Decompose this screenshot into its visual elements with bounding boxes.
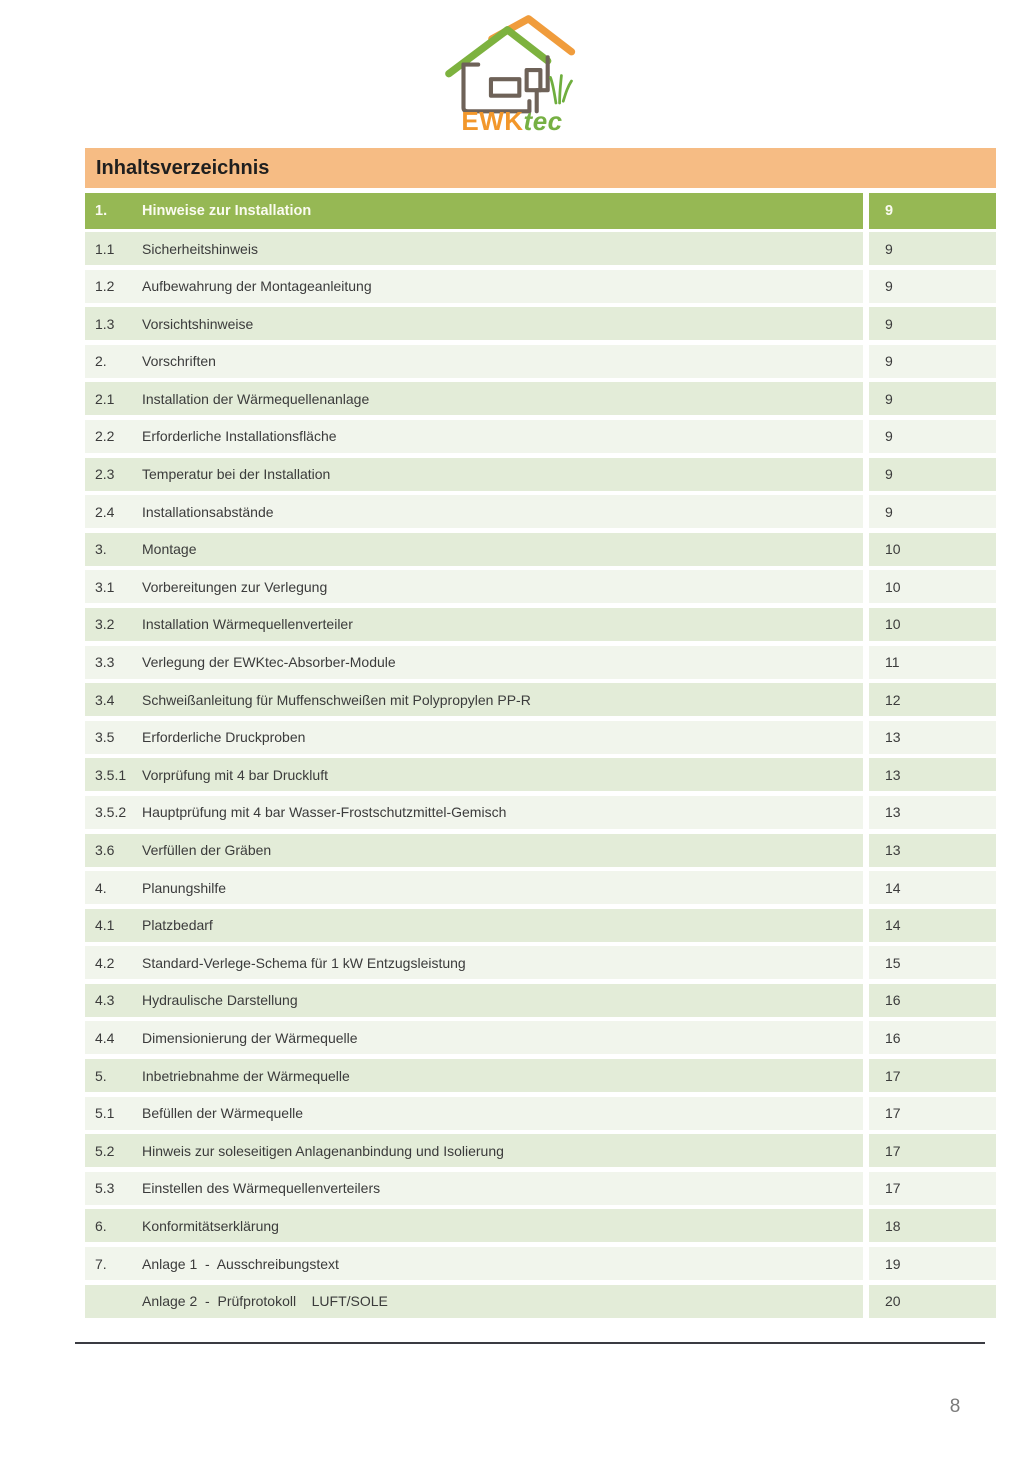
- toc-row-main-cell: [85, 834, 863, 867]
- toc-row-title: Sicherheitshinweis: [142, 240, 258, 257]
- toc-row-number: 2.1: [95, 390, 115, 407]
- toc-row-page-cell: [869, 871, 996, 904]
- toc-row-title: Montage: [142, 541, 197, 558]
- table-of-contents: [85, 148, 996, 1322]
- toc-row-page-cell: [869, 646, 996, 679]
- toc-row-page-cell: [869, 1172, 996, 1205]
- toc-row-main-cell: [85, 1247, 863, 1280]
- toc-row-page-cell: [869, 683, 996, 716]
- toc-title-bar: [85, 148, 996, 188]
- toc-row-title: Einstellen des Wärmequellenverteilers: [142, 1180, 381, 1197]
- toc-row-title: Installation der Wärmequellenanlage: [142, 390, 370, 407]
- toc-row-page: 16: [885, 1029, 901, 1046]
- toc-row: [85, 796, 996, 829]
- toc-row: [85, 420, 996, 453]
- toc-row-title: Vorbereitungen zur Verlegung: [142, 578, 328, 595]
- toc-row-page: 13: [885, 804, 901, 821]
- toc-section-row: [85, 193, 996, 229]
- toc-row-page-cell: [869, 608, 996, 641]
- toc-row: [85, 608, 996, 641]
- toc-row-page-cell: [869, 533, 996, 566]
- toc-row-page: 10: [885, 578, 901, 595]
- company-logo: [427, 6, 597, 134]
- toc-row-number: 4.3: [95, 992, 115, 1009]
- toc-row: [85, 758, 996, 791]
- toc-row: [85, 646, 996, 679]
- toc-row: [85, 683, 996, 716]
- toc-row: [85, 533, 996, 566]
- toc-row-number: 2.4: [95, 503, 115, 520]
- toc-row-page: 14: [885, 917, 901, 934]
- grass-icon: [550, 76, 571, 103]
- toc-row-page: 13: [885, 766, 901, 783]
- house-icon: [432, 6, 592, 114]
- toc-row-number: 3.5.2: [95, 804, 127, 821]
- toc-row-title: Vorschriften: [142, 353, 216, 370]
- toc-row-title: Dimensionierung der Wärmequelle: [142, 1029, 358, 1046]
- toc-row: [85, 984, 996, 1017]
- toc-row-number: 2.2: [95, 428, 115, 445]
- toc-row-title: Hinweise zur Installation: [142, 203, 312, 219]
- toc-row-number: 3.: [95, 541, 107, 558]
- toc-row-title: Vorsichtshinweise: [142, 315, 254, 332]
- toc-row-number: 3.5.1: [95, 766, 127, 783]
- toc-row-number: 3.6: [95, 842, 115, 858]
- toc-row-main-cell: [85, 946, 863, 979]
- toc-row-number: 3.5: [95, 729, 115, 746]
- toc-row-title: Hydraulische Darstellung: [142, 992, 298, 1009]
- toc-row-main-cell: [85, 1285, 863, 1318]
- toc-row-number: 1.: [95, 203, 108, 219]
- toc-row-title: Vorprüfung mit 4 bar Druckluft: [142, 766, 328, 783]
- toc-row-main-cell: [85, 270, 863, 303]
- house-body-icon: [463, 57, 547, 111]
- toc-row-page-cell: [869, 984, 996, 1017]
- toc-row-page-cell: [869, 1209, 996, 1242]
- toc-row-title: Hinweis zur soleseitigen Anlagenanbindung und Isolierung: [142, 1142, 504, 1159]
- toc-row-page: 17: [885, 1180, 901, 1197]
- toc-row-page-cell: [869, 420, 996, 453]
- toc-row-main-cell: [85, 570, 863, 603]
- toc-row-page-cell: [869, 909, 996, 942]
- toc-row-main-cell: [85, 307, 863, 340]
- toc-row-title: Verlegung der EWKtec-Absorber-Module: [142, 654, 396, 671]
- toc-row-number: 1.1: [95, 240, 115, 257]
- toc-row: [85, 1134, 996, 1167]
- toc-row-main-cell: [85, 871, 863, 904]
- toc-title: Inhaltsverzeichnis: [96, 157, 270, 179]
- toc-row-main-cell: [85, 608, 863, 641]
- toc-row-page: 17: [885, 1105, 901, 1122]
- toc-row-page: 14: [885, 879, 901, 896]
- toc-row-page: 9: [885, 390, 893, 407]
- toc-row-title: Inbetriebnahme der Wärmequelle: [142, 1067, 350, 1084]
- toc-row-number: 3.2: [95, 616, 115, 633]
- toc-row-page: 19: [885, 1255, 901, 1272]
- toc-row-page: 16: [885, 992, 901, 1009]
- brand-name: [427, 108, 597, 134]
- toc-row-page-cell: [869, 1134, 996, 1167]
- toc-row-page-cell: [869, 232, 996, 265]
- toc-row-page: 12: [885, 691, 901, 708]
- toc-row-title: Installation Wärmequellenverteiler: [142, 616, 353, 633]
- toc-row-main-cell: [85, 420, 863, 453]
- toc-row: [85, 232, 996, 265]
- toc-row-main-cell: [85, 683, 863, 716]
- toc-row-main-cell: [85, 646, 863, 679]
- toc-row-number: 3.3: [95, 654, 115, 671]
- toc-row-main-cell: [85, 1209, 863, 1242]
- brand-name-bold: EWK: [461, 106, 524, 136]
- toc-row-page: 9: [885, 203, 894, 219]
- toc-row-page: 9: [885, 503, 893, 520]
- toc-row-page-cell: [869, 495, 996, 528]
- toc-row-number: 4.2: [95, 954, 115, 971]
- toc-row-number: 3.1: [95, 578, 115, 595]
- toc-row-page-cell: [869, 270, 996, 303]
- toc-row-page: 20: [885, 1293, 901, 1310]
- toc-row-page: 9: [885, 353, 893, 370]
- toc-row-main-cell: [85, 984, 863, 1017]
- toc-row-page-cell: [869, 570, 996, 603]
- toc-row-page: 17: [885, 1142, 901, 1159]
- toc-row-main-cell: [85, 721, 863, 754]
- toc-row-title: Konformitätserklärung: [142, 1217, 279, 1234]
- toc-row-number: 2.: [95, 353, 107, 370]
- toc-row-number: 5.3: [95, 1180, 115, 1197]
- toc-row-title: Erforderliche Installationsfläche: [142, 428, 337, 445]
- toc-row-number: 1.2: [95, 278, 115, 295]
- footer-page-number: 8: [949, 1396, 961, 1417]
- toc-row-page-cell: [869, 758, 996, 791]
- toc-row-main-cell: [85, 758, 863, 791]
- toc-row-title: Standard-Verlege-Schema für 1 kW Entzugsleistung: [142, 954, 466, 971]
- toc-section-page-cell: [869, 193, 996, 229]
- toc-row-page-cell: [869, 1247, 996, 1280]
- toc-row: [85, 721, 996, 754]
- toc-row: [85, 570, 996, 603]
- toc-row-page: 9: [885, 240, 893, 257]
- toc-row-page: 9: [885, 315, 893, 332]
- toc-row-title: Erforderliche Druckproben: [142, 729, 306, 746]
- toc-row-number: 5.2: [95, 1142, 115, 1159]
- toc-row-page: 17: [885, 1067, 901, 1084]
- toc-row-title: Temperatur bei der Installation: [142, 466, 331, 483]
- toc-row: [85, 307, 996, 340]
- toc-row-title: Anlage 1 - Ausschreibungstext: [142, 1255, 339, 1272]
- toc-row-page: 11: [885, 654, 900, 671]
- toc-row-main-cell: [85, 1021, 863, 1054]
- toc-row-main-cell: [85, 909, 863, 942]
- toc-row-page: 18: [885, 1217, 901, 1234]
- toc-row-title: Anlage 2 - Prüfprotokoll LUFT/SOLE: [142, 1293, 388, 1310]
- toc-rows: [85, 232, 996, 1318]
- toc-row-number: 5.1: [95, 1105, 115, 1122]
- toc-row-number: 4.4: [95, 1029, 115, 1046]
- toc-row-main-cell: [85, 796, 863, 829]
- toc-row-number: 2.3: [95, 466, 115, 483]
- toc-row: [85, 1247, 996, 1280]
- toc-row-title: Installationsabstände: [142, 503, 274, 520]
- toc-row-page: 10: [885, 616, 901, 633]
- toc-row: [85, 1021, 996, 1054]
- toc-row: [85, 946, 996, 979]
- toc-row-page-cell: [869, 345, 996, 378]
- toc-row: [85, 382, 996, 415]
- toc-row-number: 1.3: [95, 315, 115, 332]
- toc-row: [85, 270, 996, 303]
- footer-divider: [75, 1342, 985, 1344]
- toc-row-main-cell: [85, 1172, 863, 1205]
- toc-row-page-cell: [869, 382, 996, 415]
- toc-row-title: Befüllen der Wärmequelle: [142, 1105, 304, 1122]
- toc-row: [85, 1097, 996, 1130]
- brand-name-light: tec: [523, 106, 563, 136]
- toc-row-page-cell: [869, 458, 996, 491]
- toc-row-main-cell: [85, 382, 863, 415]
- toc-row: [85, 834, 996, 867]
- toc-row-page-cell: [869, 1097, 996, 1130]
- toc-row-main-cell: [85, 232, 863, 265]
- toc-row: [85, 909, 996, 942]
- toc-row-title: Hauptprüfung mit 4 bar Wasser-Frostschutzmittel-Gemisch: [142, 804, 507, 821]
- toc-row-number: 3.4: [95, 691, 115, 708]
- toc-row-page: 9: [885, 278, 893, 295]
- toc-row: [85, 1059, 996, 1092]
- toc-row-page: 15: [885, 954, 901, 971]
- toc-row-page: 10: [885, 541, 901, 558]
- toc-row-main-cell: [85, 1134, 863, 1167]
- toc-row: [85, 1285, 996, 1318]
- toc-row-number: 6.: [95, 1217, 107, 1234]
- toc-row-number: 7.: [95, 1255, 107, 1272]
- toc-row-page-cell: [869, 834, 996, 867]
- toc-row-page-cell: [869, 796, 996, 829]
- toc-row-page-cell: [869, 1285, 996, 1318]
- toc-row-page-cell: [869, 721, 996, 754]
- toc-row-number: 4.1: [95, 917, 115, 934]
- toc-row-main-cell: [85, 533, 863, 566]
- toc-row-page: 13: [885, 842, 901, 858]
- toc-row: [85, 871, 996, 904]
- toc-row-number: 4.: [95, 879, 107, 896]
- toc-row: [85, 495, 996, 528]
- toc-row-page: 13: [885, 729, 901, 746]
- toc-row: [85, 345, 996, 378]
- toc-row-page: 9: [885, 466, 893, 483]
- toc-row-page: 9: [885, 428, 893, 445]
- toc-section-main-cell: [85, 193, 863, 229]
- toc-row-title: Planungshilfe: [142, 879, 227, 896]
- toc-row-title: Platzbedarf: [142, 917, 213, 934]
- toc-row-page-cell: [869, 946, 996, 979]
- toc-row-main-cell: [85, 495, 863, 528]
- toc-row-main-cell: [85, 1097, 863, 1130]
- toc-row-main-cell: [85, 458, 863, 491]
- toc-row-main-cell: [85, 345, 863, 378]
- toc-row-title: Verfüllen der Gräben: [142, 842, 272, 858]
- toc-row-page-cell: [869, 1059, 996, 1092]
- toc-row: [85, 1209, 996, 1242]
- toc-row: [85, 1172, 996, 1205]
- toc-row: [85, 458, 996, 491]
- toc-row-title: Schweißanleitung für Muffenschweißen mit Polypropylen PP-R: [142, 691, 531, 708]
- toc-row-title: Aufbewahrung der Montageanleitung: [142, 278, 372, 295]
- toc-row-page-cell: [869, 307, 996, 340]
- toc-row-main-cell: [85, 1059, 863, 1092]
- toc-row-page-cell: [869, 1021, 996, 1054]
- toc-row-number: 5.: [95, 1067, 107, 1084]
